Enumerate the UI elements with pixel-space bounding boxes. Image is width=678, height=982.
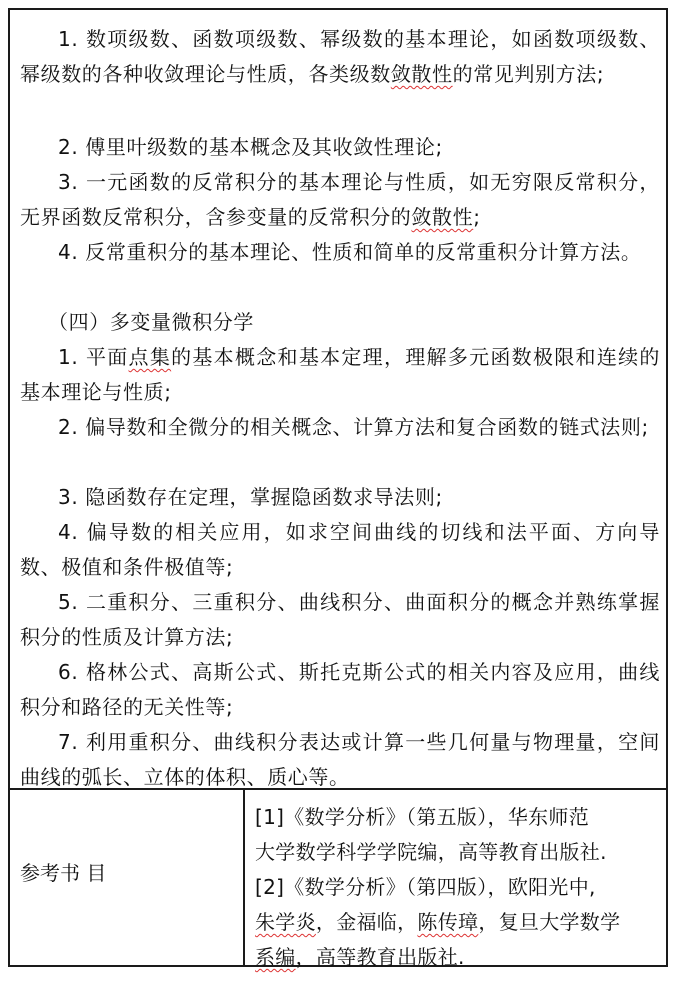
reference-2-line-1: [2]《数学分析》（第四版），欧阳光中, xyxy=(255,875,596,899)
section3-item-3: 3. 一元函数的反常积分的基本理论与性质，如无穷限反常积分，无界函数反常积分，含参变量的反常积分的敛散性; xyxy=(20,170,660,229)
references-label-cell xyxy=(10,790,245,965)
section4-item-1: 1. 平面点集的基本概念和基本定理，理解多元函数极限和连续的基本理论与性质; xyxy=(20,345,660,404)
section3-item-1: 1. 数项级数、函数项级数、幂级数的基本理论，如函数项级数、幂级数的各种收敛理论与性质，各类级数敛散性的常见判别方法; xyxy=(20,27,660,86)
section3-item-2: 2. 傅里叶级数的基本概念及其收敛性理论; xyxy=(58,135,443,159)
reference-2-line-3: 系编，高等教育出版社. xyxy=(255,945,465,969)
syllabus-table xyxy=(8,8,668,967)
section3-item-4: 4. 反常重积分的基本理论、性质和简单的反常重积分计算方法。 xyxy=(58,240,642,264)
references-cell xyxy=(245,790,666,969)
section4-item-6: 6. 格林公式、高斯公式、斯托克斯公式的相关内容及应用，曲线积分和路径的无关性等; xyxy=(20,660,660,719)
section4-heading: （四）多变量微积分学 xyxy=(48,310,254,334)
section4-item-3: 3. 隐函数存在定理，掌握隐函数求导法则; xyxy=(58,485,443,509)
references-label: 参考书 目 xyxy=(20,861,107,885)
section4-item-7: 7. 利用重积分、曲线积分表达或计算一些几何量与物理量，空间 曲线的弧长、立体的体积、质心等。 xyxy=(20,730,660,789)
section4-item-2: 2. 偏导数和全微分的相关概念、计算方法和复合函数的链式法则; xyxy=(58,415,649,439)
reference-2-line-2: 朱学炎，金福临，陈传璋，复旦大学数学 xyxy=(255,910,621,934)
section4-item-4: 4. 偏导数的相关应用，如求空间曲线的切线和法平面、方向导数、极值和条件极值等; xyxy=(20,520,660,579)
reference-1-line-1: [1]《数学分析》（第五版），华东师范 xyxy=(255,805,590,829)
content-cell xyxy=(10,10,666,790)
section4-item-5: 5. 二重积分、三重积分、曲线积分、曲面积分的概念并熟练掌握积分的性质及计算方法; xyxy=(20,590,660,649)
reference-1-line-2: 大学数学科学学院编，高等教育出版社. xyxy=(255,840,607,864)
